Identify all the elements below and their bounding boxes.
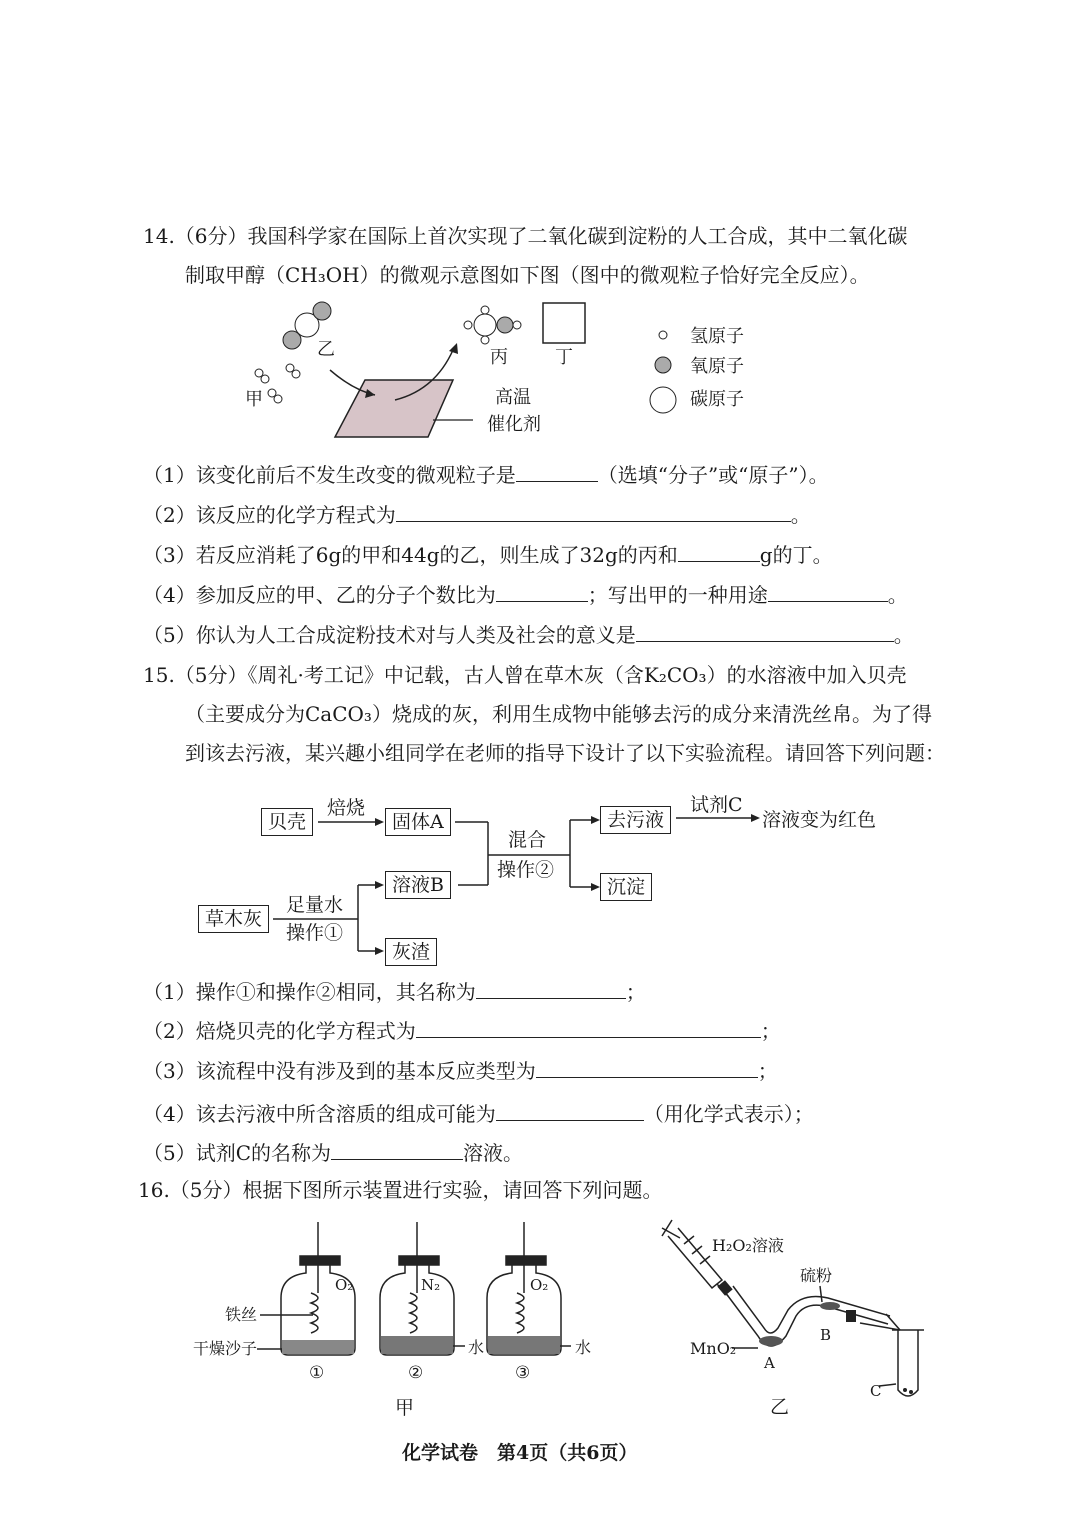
gas-label-n2: N₂ [421,1276,441,1294]
q15-sub2-text: （2）焙烧贝壳的化学方程式为 [143,1019,416,1043]
q14-sub2-text: （2）该反应的化学方程式为 [143,503,396,527]
q15-answer-blank-5[interactable] [331,1141,463,1160]
q15-sub2-tail: ； [760,1019,781,1043]
q15-sub4-tail: （用化学式表示）； [643,1102,814,1126]
legend-carbon: 碳原子 [690,389,744,410]
q14-sub2-tail: 。 [790,503,811,527]
catalyst-label2: 催化剂 [487,414,541,435]
label-h2o2: H₂O₂溶液 [712,1236,784,1255]
label-shazi: 干燥沙子 [193,1339,258,1358]
label-liufen: 硫粉 [800,1266,833,1285]
q14-sub1-text: （1）该变化前后不发生改变的微观粒子是 [143,463,516,487]
q14-sub1-tail: （选填“分子”或“原子”）。 [597,463,829,487]
q15-sub1-tail: ； [625,980,646,1004]
q15-sub2 [143,1018,781,1044]
label-bing: 丙 [490,347,508,368]
flow-label-zuliangshui: 足量水 [286,894,344,916]
label-ding: 丁 [555,347,573,368]
q15-sub3-tail: ； [757,1059,778,1083]
q15-sub3 [143,1058,778,1084]
q15-sub3-text: （3）该流程中没有涉及到的基本反应类型为 [143,1059,536,1083]
gas-label-o2-3: O₂ [530,1276,549,1294]
flow-label-caozuo1: 操作① [286,922,344,944]
flow-box-quwuye: 去污液 [600,806,671,834]
q14-sub5-tail: 。 [893,623,914,647]
q16-stem: 16.（5分）根据下图所示装置进行实验，请回答下列问题。 [138,1178,663,1202]
q15-answer-blank-2[interactable] [416,1019,761,1038]
q16-apparatus-jia [185,1218,615,1423]
flow-label-beishao: 焙烧 [327,797,366,819]
q15-stem-line3: 到该去污液，某兴趣小组同学在老师的指导下设计了以下实验流程。请回答下列问题： [185,741,945,765]
q14-sub3-tail: g的丁。 [759,543,833,567]
q14-stem-line2: 制取甲醇（CH₃OH）的微观示意图如下图（图中的微观粒子恰好完全反应）。 [185,263,870,287]
flow-label-caozuo2: 操作② [497,859,555,881]
apparatus-name-jia: 甲 [395,1397,415,1419]
q14-sub4-tail: 。 [887,583,908,607]
q15-sub5-tail: 溶液。 [463,1141,524,1165]
label-point-b: B [820,1326,832,1344]
page-footer: 化学试卷 第4页（共6页） [402,1442,638,1464]
q15-stem-line2: （主要成分为CaCO₃）烧成的灰，利用生成物中能够去污的成分来清洗丝帛。为了得 [185,702,932,726]
flow-box-rongye: 溶液B [385,871,451,899]
label-water-2: 水 [575,1338,592,1357]
catalyst-label1: 高温 [495,387,531,408]
label-tiesi: 铁丝 [225,1305,258,1324]
q15-answer-blank-4[interactable] [496,1102,644,1121]
q15-answer-blank-1[interactable] [476,980,626,999]
label-water-1: 水 [468,1338,485,1357]
q15-sub5-text: （5）试剂C的名称为 [143,1141,332,1165]
flow-box-beike: 贝壳 [261,808,313,836]
q14-stem-line1: 14.（6分）我国科学家在国际上首次实现了二氧化碳到淀粉的人工合成，其中二氧化碳 [143,224,908,248]
q15-answer-blank-3[interactable] [536,1059,758,1078]
q14-sub3-text: （3）若反应消耗了6g的甲和44g的乙，则生成了32g的丙和 [143,543,678,567]
q15-sub4-text: （4）该去污液中所含溶质的组成可能为 [143,1102,496,1126]
flow-label-hunhe: 混合 [508,829,547,851]
q15-sub4 [143,1101,814,1127]
label-mno2: MnO₂ [690,1339,737,1358]
q16-apparatus-yi [650,1218,950,1423]
label-point-a: A [764,1354,775,1372]
q14-sub4-mid: ；写出甲的一种用途 [587,583,768,607]
legend-oxygen: 氧原子 [690,356,744,377]
flow-box-chendian: 沉淀 [600,873,652,901]
q15-sub1-text: （1）操作①和操作②相同，其名称为 [143,980,476,1004]
q15-sub5 [143,1140,523,1166]
q15-sub1 [143,979,646,1005]
flow-box-guti: 固体A [385,808,451,836]
bottle-number-3: ③ [515,1363,531,1383]
label-jia: 甲 [245,389,263,410]
flow-label-result: 溶液变为红色 [762,809,877,831]
bottle-number-2: ② [408,1363,424,1383]
legend-hydrogen: 氢原子 [690,326,744,347]
q14-sub4-text: （4）参加反应的甲、乙的分子个数比为 [143,583,496,607]
bottle-number-1: ① [309,1363,325,1383]
q14-sub5-text: （5）你认为人工合成淀粉技术对与人类及社会的意义是 [143,623,636,647]
label-yi: 乙 [317,339,335,360]
flow-label-shijic: 试剂C [690,794,743,816]
q15-stem-line1: 15.（5分）《周礼·考工记》中记载，古人曾在草木灰（含K₂CO₃）的水溶液中加入贝壳 [143,663,907,687]
apparatus-name-yi: 乙 [770,1396,790,1418]
flow-box-caomuhui: 草木灰 [198,905,269,933]
label-point-c: C [870,1382,882,1400]
flow-box-huizha: 灰渣 [385,938,437,966]
gas-label-o2-1: O₂ [335,1276,354,1294]
